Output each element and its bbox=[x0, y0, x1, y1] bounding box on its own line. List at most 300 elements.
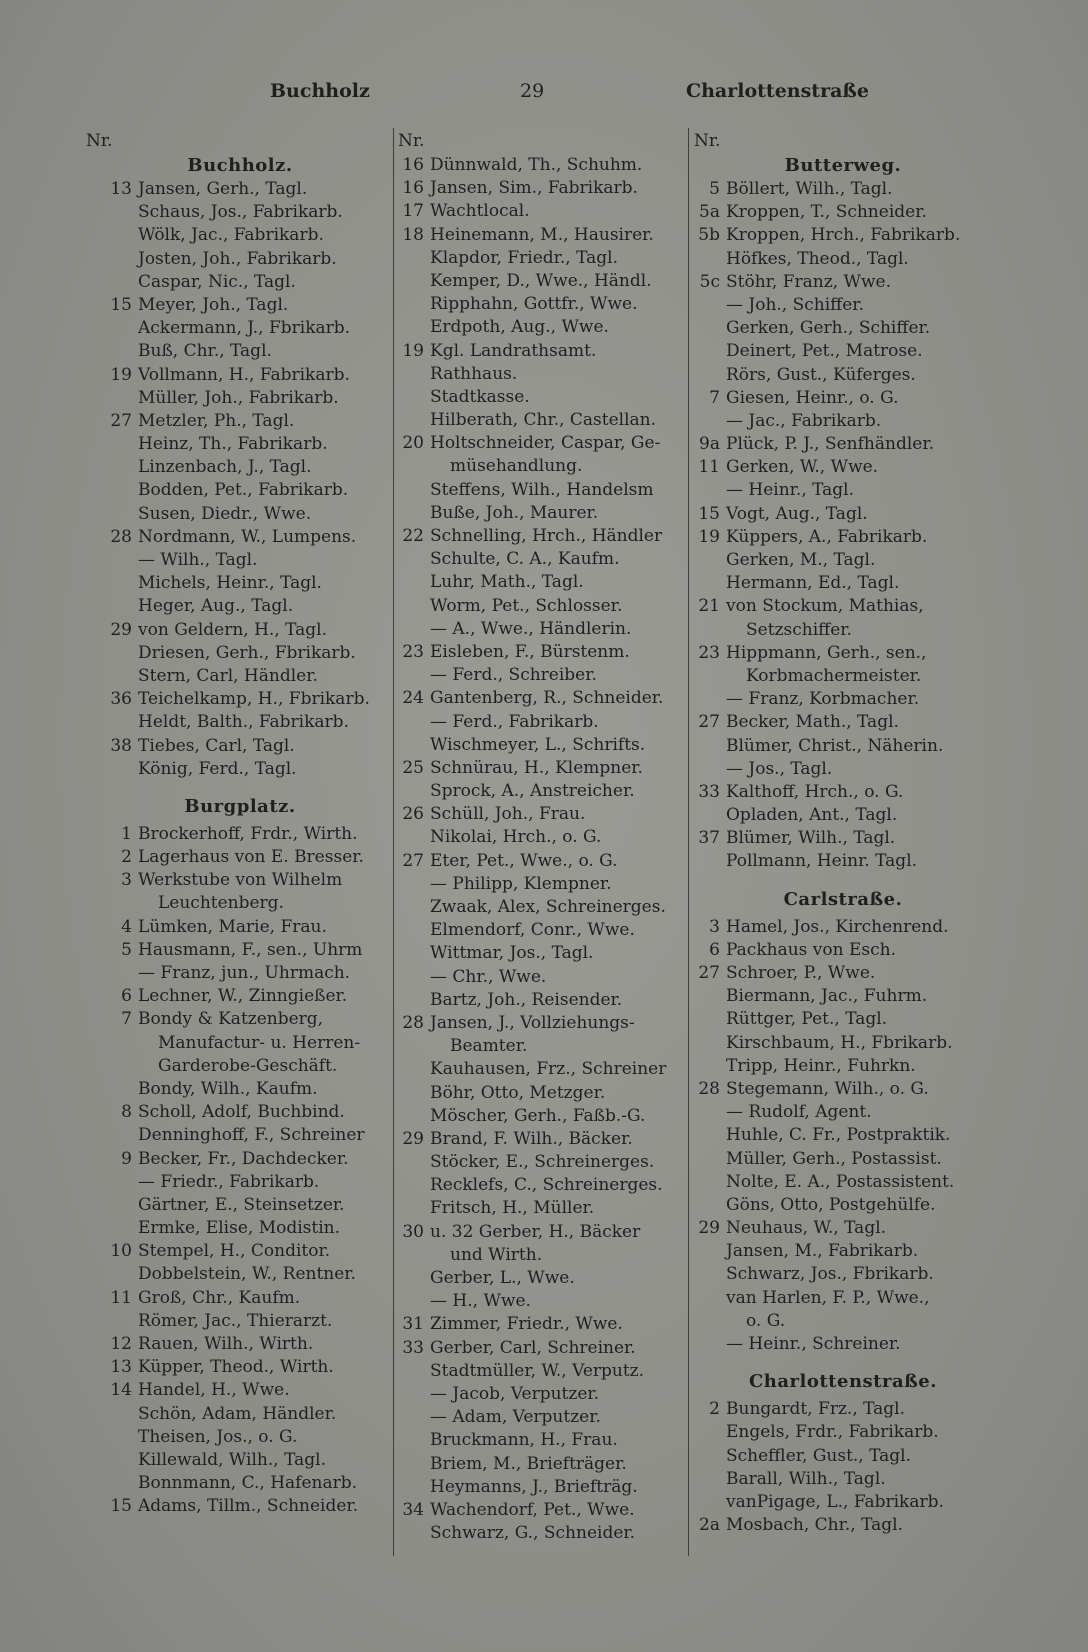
directory-entry bbox=[86, 1055, 394, 1078]
resident-entry: — H., Wwe. bbox=[430, 1291, 531, 1312]
directory-entry bbox=[392, 316, 690, 339]
resident-entry: Kroppen, T., Schneider. bbox=[726, 202, 927, 223]
directory-entry bbox=[392, 1476, 690, 1499]
directory-entry bbox=[392, 270, 690, 293]
directory-entry bbox=[392, 896, 690, 919]
directory-entry bbox=[392, 1406, 690, 1429]
house-number: 29 bbox=[402, 1128, 424, 1149]
resident-entry: Jansen, M., Fabrikarb. bbox=[726, 1241, 919, 1262]
directory-entry bbox=[392, 734, 690, 757]
resident-entry: Wachtlocal. bbox=[430, 201, 530, 222]
directory-entry bbox=[688, 1398, 998, 1421]
resident-entry: Ripphahn, Gottfr., Wwe. bbox=[430, 294, 638, 315]
house-number: 20 bbox=[402, 433, 424, 454]
resident-entry: Nikolai, Hrch., o. G. bbox=[430, 827, 602, 848]
resident-entry: Nordmann, W., Lumpens. bbox=[138, 526, 357, 547]
house-number: 37 bbox=[698, 828, 720, 849]
resident-entry: Kauhausen, Frz., Schreiner bbox=[430, 1059, 667, 1080]
resident-entry: — Jos., Tagl. bbox=[726, 758, 833, 779]
directory-entry bbox=[86, 456, 394, 479]
directory-entry bbox=[688, 688, 998, 711]
nr-label: Nr. bbox=[86, 131, 113, 151]
resident-entry: Holtschneider, Caspar, Ge- bbox=[430, 433, 661, 454]
resident-entry: Buß, Chr., Tagl. bbox=[138, 341, 272, 362]
resident-entry: Recklefs, C., Schreinerges. bbox=[430, 1175, 663, 1196]
resident-entry: Bondy & Katzenberg, bbox=[138, 1009, 324, 1030]
house-number: 5 bbox=[121, 939, 132, 960]
house-number: 7 bbox=[121, 1009, 132, 1030]
resident-entry: Dünnwald, Th., Schuhm. bbox=[430, 155, 643, 175]
resident-entry: van Harlen, F. P., Wwe., bbox=[726, 1287, 930, 1308]
directory-entry bbox=[688, 526, 998, 549]
resident-entry: Manufactur- u. Herren- bbox=[158, 1032, 361, 1053]
house-number: 28 bbox=[698, 1078, 720, 1099]
header-left-keyword: Buchholz bbox=[270, 80, 370, 102]
directory-entry bbox=[688, 479, 998, 502]
resident-entry: Briem, M., Briefträger. bbox=[430, 1453, 627, 1474]
page-header bbox=[0, 80, 1088, 110]
directory-entry bbox=[688, 1240, 998, 1263]
directory-entry bbox=[688, 1101, 998, 1124]
resident-entry: Schüll, Joh., Frau. bbox=[430, 804, 586, 825]
directory-entry bbox=[688, 619, 998, 642]
resident-entry: Luhr, Math., Tagl. bbox=[430, 572, 584, 593]
street-heading: Carlstraße. bbox=[783, 888, 903, 910]
house-number: 27 bbox=[698, 712, 720, 733]
resident-entry: Teichelkamp, H., Fbrikarb. bbox=[138, 689, 370, 710]
house-number: 3 bbox=[121, 870, 132, 891]
directory-entry bbox=[392, 1082, 690, 1105]
resident-entry: o. G. bbox=[746, 1310, 786, 1331]
directory-entry bbox=[392, 548, 690, 571]
resident-entry: Rüttger, Pet., Tagl. bbox=[726, 1009, 888, 1030]
resident-entry: Bondy, Wilh., Kaufm. bbox=[138, 1078, 318, 1099]
directory-entry bbox=[392, 618, 690, 641]
resident-entry: — Franz, jun., Uhrmach. bbox=[138, 963, 351, 983]
directory-entry bbox=[392, 1453, 690, 1476]
directory-entry bbox=[86, 294, 394, 317]
resident-entry: Kalthoff, Hrch., o. G. bbox=[726, 781, 904, 802]
resident-entry: Hippmann, Gerh., sen., bbox=[726, 642, 927, 663]
resident-entry: Michels, Heinr., Tagl. bbox=[138, 573, 322, 594]
directory-entry bbox=[86, 735, 394, 758]
house-number: 5 bbox=[709, 179, 720, 199]
directory-entry bbox=[392, 432, 690, 455]
header-right-keyword: Charlottenstraße bbox=[686, 80, 869, 102]
resident-entry: Brockerhoff, Frdr., Wirth. bbox=[138, 823, 358, 844]
resident-entry: — Jacob, Verputzer. bbox=[430, 1383, 600, 1404]
resident-entry: — Rudolf, Agent. bbox=[726, 1102, 872, 1123]
house-number: 16 bbox=[402, 155, 424, 175]
resident-entry: Lechner, W., Zinngießer. bbox=[138, 986, 348, 1007]
directory-entry bbox=[86, 1032, 394, 1055]
resident-entry: Stempel, H., Conditor. bbox=[138, 1241, 331, 1262]
resident-entry: Barall, Wilh., Tagl. bbox=[726, 1468, 886, 1489]
resident-entry: — Adam, Verputzer. bbox=[430, 1407, 601, 1428]
resident-entry: — Friedr., Fabrikarb. bbox=[138, 1171, 320, 1192]
resident-entry: Werkstube von Wilhelm bbox=[138, 870, 343, 891]
directory-entry bbox=[392, 1360, 690, 1383]
directory-entry bbox=[86, 271, 394, 294]
resident-entry: Korbmachermeister. bbox=[746, 665, 922, 686]
house-number: 16 bbox=[402, 178, 424, 199]
resident-entry: Handel, H., Wwe. bbox=[138, 1380, 290, 1401]
resident-entry: Garderobe-Geschäft. bbox=[158, 1055, 338, 1076]
resident-entry: Tripp, Heinr., Fuhrkn. bbox=[726, 1055, 916, 1076]
directory-entry bbox=[392, 942, 690, 965]
directory-entry bbox=[688, 1421, 998, 1444]
directory-entry bbox=[86, 846, 394, 869]
directory-entry bbox=[392, 571, 690, 594]
house-number: 13 bbox=[110, 1357, 132, 1378]
resident-entry: Stöcker, E., Schreinerges. bbox=[430, 1152, 655, 1173]
directory-entry bbox=[86, 387, 394, 410]
directory-entry bbox=[86, 248, 394, 271]
house-number: 28 bbox=[110, 526, 132, 547]
directory-entry bbox=[688, 387, 998, 410]
resident-entry: Scheffler, Gust., Tagl. bbox=[726, 1445, 911, 1466]
directory-entry bbox=[688, 271, 998, 294]
resident-entry: Rörs, Gust., Küferges. bbox=[726, 364, 916, 385]
resident-entry: von Stockum, Mathias, bbox=[726, 596, 924, 617]
directory-entry bbox=[86, 1008, 394, 1031]
directory-entry bbox=[86, 549, 394, 572]
resident-entry: Leuchtenberg. bbox=[158, 893, 284, 914]
directory-entry bbox=[86, 433, 394, 456]
house-number: 24 bbox=[402, 688, 424, 709]
house-number: 6 bbox=[709, 939, 720, 960]
directory-entry bbox=[688, 178, 998, 201]
directory-entry bbox=[392, 247, 690, 270]
resident-entry: Gantenberg, R., Schneider. bbox=[430, 688, 664, 709]
directory-entry bbox=[86, 1356, 394, 1379]
resident-entry: Opladen, Ant., Tagl. bbox=[726, 805, 898, 826]
directory-entry bbox=[86, 1333, 394, 1356]
directory-entry bbox=[688, 804, 998, 827]
directory-entry bbox=[86, 1194, 394, 1217]
house-number: 13 bbox=[110, 179, 132, 199]
resident-entry: — Jac., Fabrikarb. bbox=[726, 410, 882, 431]
resident-entry: — Franz, Korbmacher. bbox=[726, 689, 920, 710]
directory-entry bbox=[86, 916, 394, 939]
resident-entry: Bungardt, Frz., Tagl. bbox=[726, 1399, 906, 1420]
directory-entry bbox=[688, 248, 998, 271]
directory-entry bbox=[86, 340, 394, 363]
resident-entry: Metzler, Ph., Tagl. bbox=[138, 410, 295, 431]
house-number: 6 bbox=[121, 986, 132, 1007]
resident-entry: Küpper, Theod., Wirth. bbox=[138, 1357, 334, 1378]
house-number: 23 bbox=[698, 642, 720, 663]
directory-entry bbox=[86, 985, 394, 1008]
directory-entry bbox=[688, 317, 998, 340]
directory-entry bbox=[688, 224, 998, 247]
resident-entry: Stadtmüller, W., Verputz. bbox=[430, 1360, 645, 1381]
directory-entry bbox=[392, 757, 690, 780]
resident-entry: Erdpoth, Aug., Wwe. bbox=[430, 317, 609, 338]
directory-entry bbox=[392, 154, 690, 177]
house-number: 22 bbox=[402, 526, 424, 546]
resident-entry: Kroppen, Hrch., Fabrikarb. bbox=[726, 225, 961, 246]
directory-entry bbox=[688, 642, 998, 665]
directory-entry bbox=[688, 1032, 998, 1055]
directory-entry bbox=[86, 711, 394, 734]
directory-entry bbox=[86, 1124, 394, 1147]
directory-entry bbox=[688, 1514, 998, 1537]
resident-entry: Heinemann, M., Hausirer. bbox=[430, 224, 654, 245]
house-number: 19 bbox=[402, 340, 424, 361]
directory-entry bbox=[86, 1171, 394, 1194]
resident-entry: Jansen, Gerh., Tagl. bbox=[138, 179, 308, 199]
nr-label: Nr. bbox=[694, 131, 721, 151]
resident-entry: — Heinr., Tagl. bbox=[726, 480, 855, 501]
house-number: 34 bbox=[402, 1499, 424, 1520]
house-number: 25 bbox=[402, 757, 424, 778]
directory-entry bbox=[86, 1078, 394, 1101]
directory-entry bbox=[688, 735, 998, 758]
resident-entry: Huhle, C. Fr., Postpraktik. bbox=[726, 1125, 951, 1146]
resident-entry: Hamel, Jos., Kirchenrend. bbox=[726, 916, 949, 937]
directory-entry bbox=[86, 503, 394, 526]
resident-entry: Heinz, Th., Fabrikarb. bbox=[138, 434, 328, 455]
house-number: 36 bbox=[110, 689, 132, 710]
resident-entry: Hausmann, F., sen., Uhrm bbox=[138, 939, 363, 960]
resident-entry: Theisen, Jos., o. G. bbox=[138, 1426, 298, 1447]
directory-entry bbox=[392, 177, 690, 200]
resident-entry: — Ferd., Fabrikarb. bbox=[430, 711, 599, 732]
resident-entry: — Chr., Wwe. bbox=[430, 966, 547, 987]
resident-entry: Müller, Joh., Fabrikarb. bbox=[138, 387, 339, 408]
resident-entry: Bonnmann, C., Hafenarb. bbox=[138, 1473, 358, 1494]
resident-entry: Wachendorf, Pet., Wwe. bbox=[430, 1499, 635, 1520]
resident-entry: Römer, Jac., Thierarzt. bbox=[138, 1310, 333, 1331]
resident-entry: Groß, Chr., Kaufm. bbox=[138, 1287, 301, 1308]
directory-entry bbox=[688, 1194, 998, 1217]
directory-entry bbox=[688, 410, 998, 433]
directory-entry bbox=[392, 1290, 690, 1313]
directory-entry bbox=[688, 1148, 998, 1171]
resident-entry: Schaus, Jos., Fabrikarb. bbox=[138, 202, 343, 223]
resident-entry: Gerken, W., Wwe. bbox=[726, 457, 879, 478]
resident-entry: — A., Wwe., Händlerin. bbox=[430, 618, 632, 639]
resident-entry: Böhr, Otto, Metzger. bbox=[430, 1082, 606, 1103]
resident-entry: Blümer, Christ., Näherin. bbox=[726, 735, 944, 756]
directory-entry bbox=[392, 386, 690, 409]
directory-entry bbox=[392, 711, 690, 734]
directory-entry bbox=[392, 1337, 690, 1360]
directory-entry bbox=[392, 1035, 690, 1058]
resident-entry: Dobbelstein, W., Rentner. bbox=[138, 1264, 356, 1285]
house-number: 26 bbox=[402, 804, 424, 825]
resident-entry: Kgl. Landrathsamt. bbox=[430, 340, 597, 361]
resident-entry: Denninghoff, F., Schreiner bbox=[138, 1125, 365, 1146]
resident-entry: — Ferd., Schreiber. bbox=[430, 665, 597, 686]
house-number: 12 bbox=[110, 1334, 132, 1354]
resident-entry: Bodden, Pet., Fabrikarb. bbox=[138, 480, 349, 501]
directory-column-1 bbox=[86, 128, 394, 1568]
house-number: 29 bbox=[698, 1218, 720, 1239]
directory-entry bbox=[392, 409, 690, 432]
directory-entry bbox=[86, 595, 394, 618]
house-number: 2a bbox=[699, 1515, 720, 1536]
resident-entry: Stegemann, Wilh., o. G. bbox=[726, 1078, 929, 1099]
directory-entry bbox=[86, 410, 394, 433]
directory-entry bbox=[688, 962, 998, 985]
resident-entry: Lümken, Marie, Frau. bbox=[138, 916, 327, 937]
house-number: 19 bbox=[110, 364, 132, 385]
directory-entry bbox=[688, 827, 998, 850]
house-number: 3 bbox=[709, 916, 720, 937]
directory-entry bbox=[392, 873, 690, 896]
resident-entry: Küppers, A., Fabrikarb. bbox=[726, 526, 928, 547]
house-number: 2 bbox=[121, 847, 132, 868]
resident-entry: Killewald, Wilh., Tagl. bbox=[138, 1449, 326, 1470]
directory-entry bbox=[688, 1491, 998, 1514]
directory-entry bbox=[688, 758, 998, 781]
street-heading: Burgplatz. bbox=[184, 795, 296, 817]
resident-entry: Kirschbaum, H., Fbrikarb. bbox=[726, 1032, 953, 1053]
directory-entry bbox=[86, 178, 394, 201]
resident-entry: Setzschiffer. bbox=[746, 619, 852, 640]
directory-entry bbox=[392, 1267, 690, 1290]
resident-entry: Stern, Carl, Händler. bbox=[138, 665, 318, 686]
resident-entry: Mosbach, Chr., Tagl. bbox=[726, 1515, 903, 1536]
resident-entry: und Wirth. bbox=[450, 1244, 543, 1265]
house-number: 19 bbox=[698, 526, 720, 547]
resident-entry: Plück, P. J., Senfhändler. bbox=[726, 434, 934, 455]
resident-entry: Bruckmann, H., Frau. bbox=[430, 1430, 618, 1451]
directory-entry bbox=[392, 1522, 690, 1545]
directory-entry bbox=[86, 642, 394, 665]
house-number: 2 bbox=[709, 1399, 720, 1420]
resident-entry: Gerken, M., Tagl. bbox=[726, 550, 876, 570]
resident-entry: — Heinr., Schreiner. bbox=[726, 1334, 901, 1354]
directory-entry bbox=[688, 939, 998, 962]
resident-entry: Höfkes, Theod., Tagl. bbox=[726, 248, 909, 269]
directory-entry bbox=[86, 1101, 394, 1124]
resident-entry: Möscher, Gerh., Faßb.-G. bbox=[430, 1105, 646, 1126]
house-number: 9 bbox=[121, 1148, 132, 1169]
directory-entry bbox=[392, 455, 690, 478]
resident-entry: Blümer, Wilh., Tagl. bbox=[726, 828, 896, 849]
directory-entry bbox=[392, 1151, 690, 1174]
house-number: 33 bbox=[698, 781, 720, 802]
directory-entry bbox=[86, 1379, 394, 1402]
resident-entry: Göns, Otto, Postgehülfe. bbox=[726, 1194, 936, 1215]
resident-entry: Josten, Joh., Fabrikarb. bbox=[138, 248, 337, 269]
house-number: 18 bbox=[402, 224, 424, 245]
directory-entry bbox=[392, 363, 690, 386]
directory-entry bbox=[392, 687, 690, 710]
directory-entry bbox=[392, 780, 690, 803]
directory-entry bbox=[688, 1171, 998, 1194]
resident-entry: u. 32 Gerber, H., Bäcker bbox=[430, 1221, 641, 1242]
resident-entry: Gerken, Gerh., Schiffer. bbox=[726, 318, 931, 339]
house-number: 15 bbox=[110, 1496, 132, 1517]
resident-entry: Vogt, Aug., Tagl. bbox=[726, 503, 868, 524]
directory-entry bbox=[392, 1499, 690, 1522]
directory-column-3 bbox=[688, 128, 998, 1568]
resident-entry: Brand, F. Wilh., Bäcker. bbox=[430, 1128, 633, 1149]
resident-entry: — Wilh., Tagl. bbox=[138, 550, 258, 570]
resident-entry: Giesen, Heinr., o. G. bbox=[726, 387, 899, 408]
resident-entry: Jansen, Sim., Fabrikarb. bbox=[430, 178, 638, 199]
resident-entry: Sprock, A., Anstreicher. bbox=[430, 781, 635, 802]
directory-entry bbox=[392, 1174, 690, 1197]
resident-entry: Zwaak, Alex, Schreinerges. bbox=[430, 897, 666, 917]
directory-entry bbox=[392, 1128, 690, 1151]
directory-entry bbox=[688, 916, 998, 939]
directory-entry bbox=[688, 364, 998, 387]
resident-entry: Fritsch, H., Müller. bbox=[430, 1198, 595, 1219]
directory-entry bbox=[86, 572, 394, 595]
resident-entry: Heldt, Balth., Fabrikarb. bbox=[138, 712, 349, 733]
directory-entry bbox=[86, 939, 394, 962]
resident-entry: Caspar, Nic., Tagl. bbox=[138, 271, 296, 292]
resident-entry: Adams, Tillm., Schneider. bbox=[138, 1496, 359, 1517]
directory-entry bbox=[86, 364, 394, 387]
resident-entry: Kemper, D., Wwe., Händl. bbox=[430, 270, 652, 291]
directory-entry bbox=[86, 869, 394, 892]
resident-entry: Schnelling, Hrch., Händler bbox=[430, 526, 663, 546]
resident-entry: Böllert, Wilh., Tagl. bbox=[726, 179, 893, 199]
resident-entry: Linzenbach, J., Tagl. bbox=[138, 457, 312, 478]
resident-entry: Rauen, Wilh., Wirth. bbox=[138, 1334, 314, 1354]
directory-entry bbox=[688, 1124, 998, 1147]
directory-entry bbox=[688, 985, 998, 1008]
resident-entry: Packhaus von Esch. bbox=[726, 939, 896, 960]
resident-entry: Beamter. bbox=[450, 1036, 528, 1057]
resident-entry: König, Ferd., Tagl. bbox=[138, 758, 297, 779]
directory-entry bbox=[392, 1105, 690, 1128]
house-number: 11 bbox=[110, 1287, 132, 1308]
directory-entry bbox=[392, 826, 690, 849]
directory-entry bbox=[688, 1333, 998, 1356]
house-number: 31 bbox=[402, 1314, 424, 1335]
directory-entry bbox=[86, 1449, 394, 1472]
house-number: 5b bbox=[698, 225, 720, 246]
directory-entry bbox=[86, 1148, 394, 1171]
resident-entry: Ermke, Elise, Modistin. bbox=[138, 1218, 341, 1239]
house-number: 21 bbox=[698, 596, 720, 617]
house-number: 5c bbox=[699, 271, 720, 292]
house-number: 23 bbox=[402, 641, 424, 662]
house-number: 14 bbox=[110, 1380, 132, 1401]
resident-entry: Nolte, E. A., Postassistent. bbox=[726, 1171, 955, 1192]
directory-entry bbox=[688, 665, 998, 688]
directory-entry bbox=[392, 502, 690, 525]
directory-entry bbox=[688, 1468, 998, 1491]
resident-entry: Worm, Pet., Schlosser. bbox=[430, 595, 623, 616]
directory-entry bbox=[392, 1244, 690, 1267]
resident-entry: Klapdor, Friedr., Tagl. bbox=[430, 247, 618, 268]
house-number: 5a bbox=[699, 202, 720, 223]
directory-entry bbox=[392, 479, 690, 502]
resident-entry: Gerber, Carl, Schreiner. bbox=[430, 1337, 636, 1358]
house-number: 27 bbox=[402, 850, 424, 871]
directory-entry bbox=[86, 619, 394, 642]
directory-entry bbox=[688, 781, 998, 804]
house-number: 17 bbox=[402, 201, 424, 222]
resident-entry: Wittmar, Jos., Tagl. bbox=[430, 943, 594, 964]
resident-entry: Wölk, Jac., Fabrikarb. bbox=[138, 225, 324, 246]
directory-entry bbox=[86, 1403, 394, 1426]
directory-entry bbox=[86, 688, 394, 711]
directory-entry bbox=[688, 549, 998, 572]
directory-entry bbox=[688, 503, 998, 526]
directory-entry bbox=[688, 1263, 998, 1286]
directory-entry bbox=[86, 1426, 394, 1449]
resident-entry: müsehandlung. bbox=[450, 456, 583, 477]
